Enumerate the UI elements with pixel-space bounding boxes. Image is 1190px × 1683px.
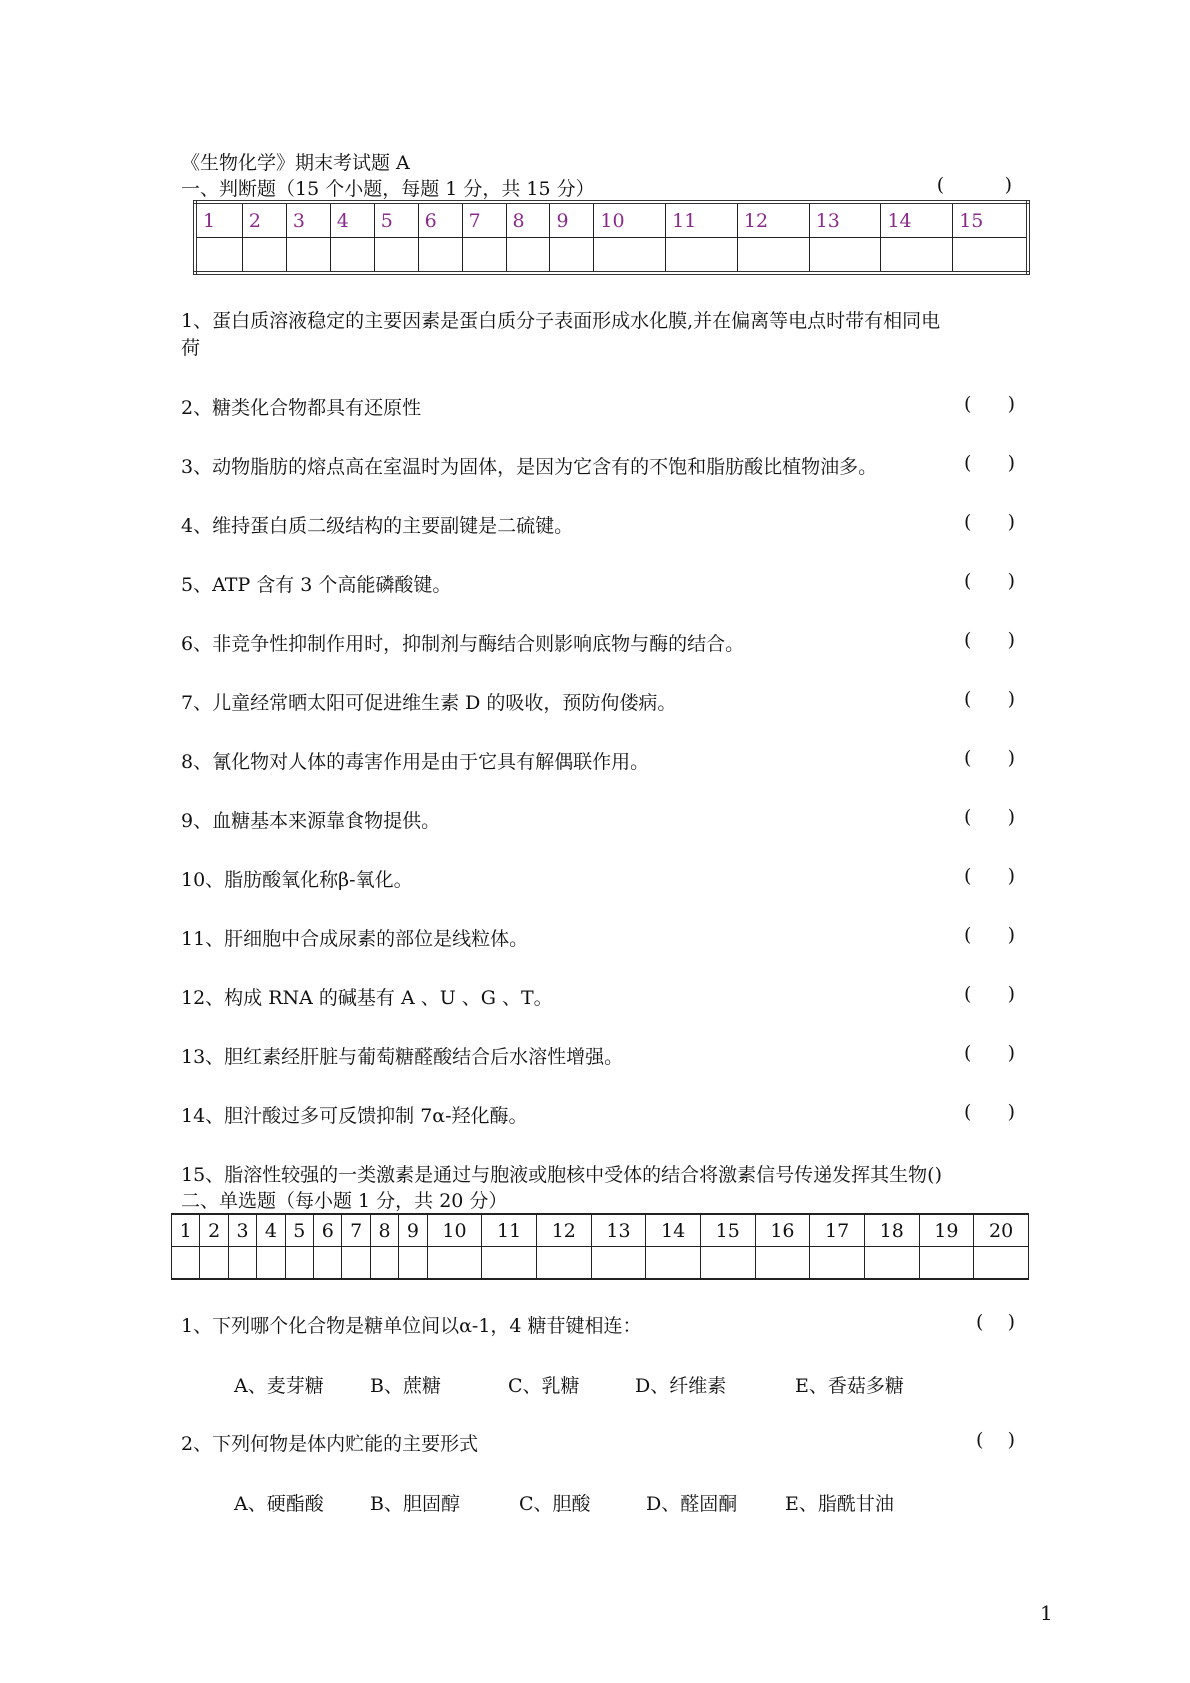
question-text: 2、糖类化合物都具有还原性 <box>181 397 422 419</box>
table-header-row <box>195 202 1028 238</box>
answer-cell[interactable] <box>200 1247 228 1280</box>
question-number-cell: 8 <box>370 1214 398 1247</box>
option-b[interactable]: B、蔗糖 <box>370 1375 441 1397</box>
question-number-cell: 11 <box>482 1214 537 1247</box>
answer-cell[interactable] <box>646 1247 701 1280</box>
question-text: 8、氰化物对人体的毒害作用是由于它具有解偶联作用。 <box>181 751 650 773</box>
question-text: 10、脂肪酸氧化称β-氧化。 <box>181 869 413 891</box>
answer-cell[interactable] <box>810 1247 865 1280</box>
question-number-cell: 4 <box>257 1214 285 1247</box>
question-number-cell: 14 <box>881 202 953 238</box>
answer-cell[interactable] <box>172 1247 200 1280</box>
question-number-cell: 9 <box>399 1214 427 1247</box>
question-number-cell: 5 <box>285 1214 313 1247</box>
section2-heading: 二、单选题（每小题 1 分，共 20 分） <box>181 1190 508 1212</box>
answer-cell[interactable] <box>342 1247 370 1280</box>
question-number-cell: 2 <box>200 1214 228 1247</box>
option-d[interactable]: D、纤维素 <box>635 1375 727 1397</box>
question-text: 9、血糖基本来源靠食物提供。 <box>181 810 441 832</box>
answer-cell[interactable] <box>482 1247 537 1280</box>
answer-cell[interactable] <box>864 1247 919 1280</box>
answer-cell[interactable] <box>953 238 1028 274</box>
answer-paren[interactable]: ( ) <box>963 511 1015 533</box>
answer-paren[interactable]: ( ) <box>963 688 1015 710</box>
question-text: 7、儿童经常晒太阳可促进维生素 D 的吸收，预防佝偻病。 <box>181 692 677 714</box>
option-a[interactable]: A、麦芽糖 <box>234 1375 324 1397</box>
option-b[interactable]: B、胆固醇 <box>370 1493 460 1515</box>
exam-title: 《生物化学》期末考试题 A <box>181 152 410 174</box>
answer-cell[interactable] <box>195 238 242 274</box>
question-number-cell: 11 <box>666 202 738 238</box>
question-number-cell: 7 <box>462 202 506 238</box>
question-number-cell: 14 <box>646 1214 701 1247</box>
answer-cell[interactable] <box>919 1247 974 1280</box>
answer-cell[interactable] <box>506 238 550 274</box>
question-number-cell: 20 <box>974 1214 1029 1247</box>
answer-cell[interactable] <box>418 238 462 274</box>
answer-cell[interactable] <box>399 1247 427 1280</box>
question-number-cell: 13 <box>591 1214 646 1247</box>
answer-cell[interactable] <box>286 238 330 274</box>
question-number-cell: 13 <box>809 202 881 238</box>
answer-cell[interactable] <box>257 1247 285 1280</box>
option-a[interactable]: A、硬酯酸 <box>234 1493 324 1515</box>
question-text: 6、非竞争性抑制作用时，抑制剂与酶结合则影响底物与酶的结合。 <box>181 633 745 655</box>
question-text: 15、脂溶性较强的一类激素是通过与胞液或胞核中受体的结合将激素信号传递发挥其生物() <box>181 1164 943 1186</box>
question-number-cell: 15 <box>700 1214 755 1247</box>
question-number-cell: 4 <box>330 202 374 238</box>
table-answer-row <box>195 238 1028 274</box>
question-text: 1、蛋白质溶液稳定的主要因素是蛋白质分子表面形成水化膜,并在偏离等电点时带有相同电 <box>181 310 941 332</box>
question-number-cell: 1 <box>172 1214 200 1247</box>
answer-cell[interactable] <box>594 238 666 274</box>
answer-cell[interactable] <box>700 1247 755 1280</box>
answer-cell[interactable] <box>285 1247 313 1280</box>
question-text: 4、维持蛋白质二级结构的主要副键是二硫键。 <box>181 515 574 537</box>
answer-paren[interactable]: ( ) <box>963 1101 1015 1123</box>
question-text: 1、下列哪个化合物是糖单位间以α-1，4 糖苷键相连： <box>181 1315 642 1337</box>
answer-paren[interactable]: ( ) <box>963 629 1015 651</box>
answer-cell[interactable] <box>314 1247 342 1280</box>
option-e[interactable]: E、脂酰甘油 <box>785 1493 894 1515</box>
answer-cell[interactable] <box>228 1247 256 1280</box>
question-text: 3、动物脂肪的熔点高在室温时为固体，是因为它含有的不饱和脂肪酸比植物油多。 <box>181 456 878 478</box>
answer-cell[interactable] <box>242 238 286 274</box>
question-number-cell: 3 <box>286 202 330 238</box>
answer-cell[interactable] <box>809 238 881 274</box>
question-number-cell: 2 <box>242 202 286 238</box>
question-number-cell: 12 <box>536 1214 591 1247</box>
option-d[interactable]: D、醛固酮 <box>646 1493 738 1515</box>
question-number-cell: 10 <box>427 1214 482 1247</box>
question-number-cell: 18 <box>864 1214 919 1247</box>
answer-cell[interactable] <box>462 238 506 274</box>
question-text: 14、胆汁酸过多可反馈抑制 7α-羟化酶。 <box>181 1105 528 1127</box>
answer-paren[interactable]: ( ) <box>963 924 1015 946</box>
question-number-cell: 16 <box>755 1214 810 1247</box>
question-number-cell: 10 <box>594 202 666 238</box>
question-number-cell: 8 <box>506 202 550 238</box>
question-text: 2、下列何物是体内贮能的主要形式 <box>181 1433 479 1455</box>
question-text: 13、胆红素经肝脏与葡萄糖醛酸结合后水溶性增强。 <box>181 1046 624 1068</box>
section2-answer-table <box>171 1213 1029 1280</box>
question-number-cell: 15 <box>953 202 1028 238</box>
answer-paren[interactable]: ( ) <box>963 570 1015 592</box>
answer-cell[interactable] <box>974 1247 1029 1280</box>
question-number-cell: 7 <box>342 1214 370 1247</box>
question-text: 12、构成 RNA 的碱基有 A 、U 、G 、T。 <box>181 987 553 1009</box>
answer-cell[interactable] <box>666 238 738 274</box>
answer-paren[interactable]: ( ) <box>963 806 1015 828</box>
section1-answer-table <box>193 200 1030 275</box>
answer-cell[interactable] <box>427 1247 482 1280</box>
question-number-cell: 1 <box>195 202 242 238</box>
answer-cell[interactable] <box>755 1247 810 1280</box>
answer-cell[interactable] <box>536 1247 591 1280</box>
question-number-cell: 17 <box>810 1214 865 1247</box>
question-number-cell: 5 <box>374 202 418 238</box>
section1-score-paren: ( ) <box>936 174 1012 196</box>
question-number-cell: 12 <box>737 202 809 238</box>
option-e[interactable]: E、香菇多糖 <box>795 1375 904 1397</box>
page-number: 1 <box>1040 1601 1053 1625</box>
question-number-cell: 6 <box>418 202 462 238</box>
answer-cell[interactable] <box>737 238 809 274</box>
answer-cell[interactable] <box>374 238 418 274</box>
answer-paren[interactable]: ( ) <box>963 393 1015 415</box>
answer-cell[interactable] <box>591 1247 646 1280</box>
question-number-cell: 3 <box>228 1214 256 1247</box>
answer-cell[interactable] <box>370 1247 398 1280</box>
answer-paren[interactable]: ( ) <box>963 865 1015 887</box>
option-c[interactable]: C、胆酸 <box>519 1493 591 1515</box>
answer-paren[interactable]: ( ) <box>976 1311 1015 1333</box>
option-c[interactable]: C、乳糖 <box>508 1375 580 1397</box>
answer-paren[interactable]: ( ) <box>963 983 1015 1005</box>
answer-cell[interactable] <box>550 238 594 274</box>
question-text-continued: 荷 <box>181 337 201 359</box>
question-text: 5、ATP 含有 3 个高能磷酸键。 <box>181 574 452 596</box>
section1-heading: 一、判断题（15 个小题，每题 1 分，共 15 分） <box>181 178 595 200</box>
question-number-cell: 9 <box>550 202 594 238</box>
answer-paren[interactable]: ( ) <box>963 1042 1015 1064</box>
answer-paren[interactable]: ( ) <box>963 452 1015 474</box>
table-header-row <box>172 1214 1029 1247</box>
question-text: 11、肝细胞中合成尿素的部位是线粒体。 <box>181 928 529 950</box>
question-number-cell: 6 <box>314 1214 342 1247</box>
answer-cell[interactable] <box>330 238 374 274</box>
answer-cell[interactable] <box>881 238 953 274</box>
answer-paren[interactable]: ( ) <box>963 747 1015 769</box>
question-number-cell: 19 <box>919 1214 974 1247</box>
table-answer-row <box>172 1247 1029 1280</box>
answer-paren[interactable]: ( ) <box>976 1429 1015 1451</box>
